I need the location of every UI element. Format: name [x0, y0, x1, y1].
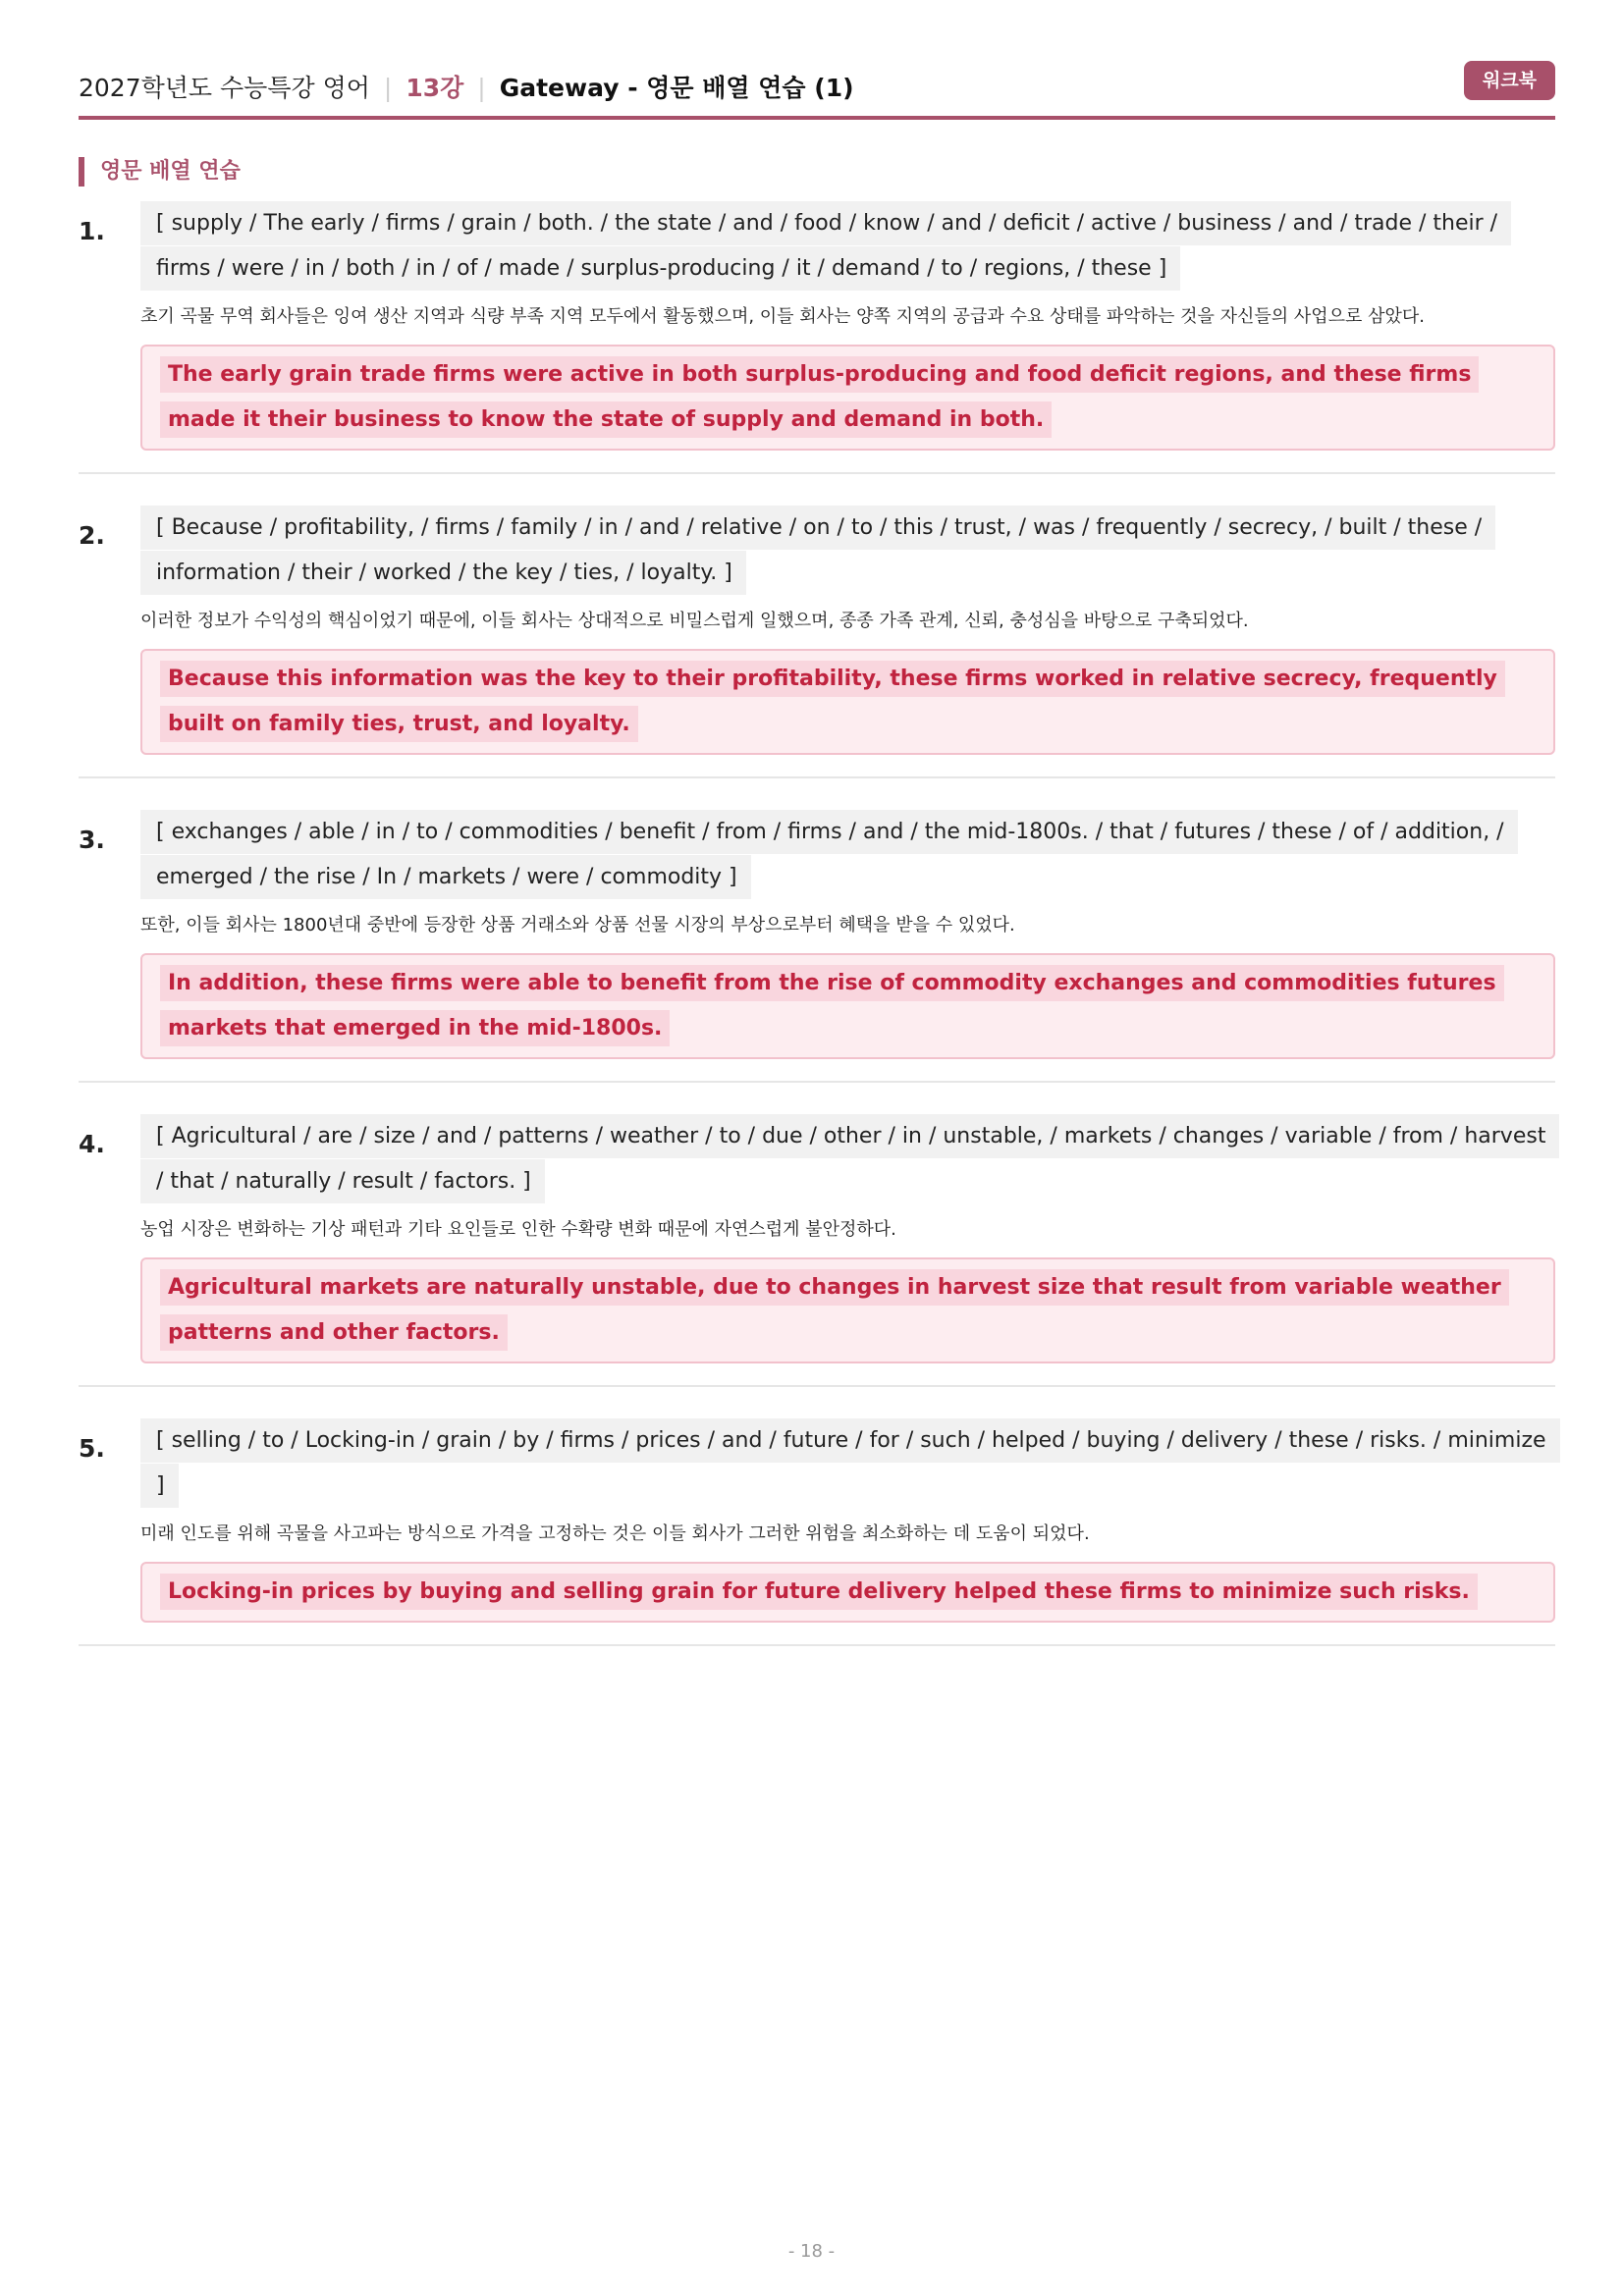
course-name: 2027학년도 수능특강 영어: [79, 74, 370, 102]
exercise-item: [79, 201, 1555, 474]
exercise-item: [79, 1114, 1555, 1387]
korean-translation: 초기 곡물 무역 회사들은 잉여 생산 지역과 식량 부족 지역 모두에서 활동했으며, 이들 회사는 양쪽 지역의 공급과 수요 상태를 파악하는 것을 자신들의 사업으로 삼았다.: [140, 306, 1426, 327]
item-number: 4.: [79, 1130, 105, 1158]
item-number: 1.: [79, 217, 105, 245]
item-number: 3.: [79, 826, 105, 854]
korean-translation: 또한, 이들 회사는 1800년대 중반에 등장한 상품 거래소와 상품 선물 시장의 부상으로부터 혜택을 받을 수 있었다.: [140, 915, 1015, 935]
answer-box: [140, 953, 1555, 1059]
scrambled-words: [140, 506, 1555, 596]
item-number: 5.: [79, 1434, 105, 1463]
scrambled-words: [140, 810, 1555, 900]
exercise-item: [79, 1418, 1555, 1646]
answer-box: [140, 1562, 1555, 1623]
header-rule: [79, 116, 1555, 120]
page-number: - 18 -: [787, 2241, 836, 2262]
page-header: [79, 61, 1555, 104]
scrambled-text: [ supply / The early / firms / grain / both. / the state / and / food / know / and / deficit / active / business / and / trade / their / firms / were / in / both / in / of / made / surplus-producing / it / demand / to / regions, / these ]: [140, 201, 1511, 291]
scrambled-text: [ selling / to / Locking-in / grain / by / firms / prices / and / future / for / such / helped / buying / delivery / these / risks. / minimize ]: [140, 1418, 1560, 1508]
exercise-list: [79, 201, 1555, 1678]
answer-text: In addition, these firms were able to benefit from the rise of commodity exchanges and commodities futures markets that emerged in the mid-1800s.: [160, 965, 1504, 1046]
scrambled-words: [140, 1114, 1555, 1204]
answer-box: [140, 345, 1555, 451]
scrambled-text: [ exchanges / able / in / to / commodities / benefit / from / firms / and / the mid-1800s. / that / futures / these / of / addition, / emerged / the rise / In / markets / were / commodity ]: [140, 810, 1518, 899]
exercise-item: [79, 506, 1555, 778]
answer-text: Agricultural markets are naturally unstable, due to changes in harvest size that result from variable weather patterns and other factors.: [160, 1269, 1509, 1351]
answer-text: Locking-in prices by buying and selling grain for future delivery helped these firms to minimize such risks.: [160, 1574, 1478, 1610]
scrambled-text: [ Because / profitability, / firms / family / in / and / relative / on / to / this / trust, / was / frequently / secrecy, / built / these / information / their / worked / the key / ties, / loyalty. ]: [140, 506, 1495, 595]
page-title: Gateway - 영문 배열 연습 (1): [499, 74, 854, 102]
item-number: 2.: [79, 521, 105, 550]
korean-translation: 미래 인도를 위해 곡물을 사고파는 방식으로 가격을 고정하는 것은 이들 회사가 그러한 위험을 최소화하는 데 도움이 되었다.: [140, 1523, 1090, 1544]
answer-text: Because this information was the key to their profitability, these firms worked in relative secrecy, frequently built on family ties, trust, and loyalty.: [160, 661, 1505, 742]
scrambled-words: [140, 201, 1555, 292]
header-divider: |: [383, 74, 393, 102]
korean-translation: 이러한 정보가 수익성의 핵심이었기 때문에, 이들 회사는 상대적으로 비밀스럽게 일했으며, 종종 가족 관계, 신뢰, 충성심을 바탕으로 구축되었다.: [140, 611, 1249, 631]
lesson-number: 13강: [406, 74, 464, 102]
scrambled-words: [140, 1418, 1555, 1509]
workbook-badge: 워크북: [1464, 61, 1555, 100]
header-divider: |: [477, 74, 486, 102]
answer-box: [140, 1257, 1555, 1363]
exercise-item: [79, 810, 1555, 1083]
korean-translation: 농업 시장은 변화하는 기상 패턴과 기타 요인들로 인한 수확량 변화 때문에 자연스럽게 불안정하다.: [140, 1219, 896, 1240]
scrambled-text: [ Agricultural / are / size / and / patterns / weather / to / due / other / in / unstable, / markets / changes / variable / from / harvest / that / naturally / result / factors. ]: [140, 1114, 1559, 1203]
header-text: [79, 69, 854, 104]
answer-box: [140, 649, 1555, 755]
answer-text: The early grain trade firms were active in both surplus-producing and food deficit regions, and these firms made it their business to know the state of supply and demand in both.: [160, 356, 1479, 438]
section-title: 영문 배열 연습: [79, 157, 241, 187]
